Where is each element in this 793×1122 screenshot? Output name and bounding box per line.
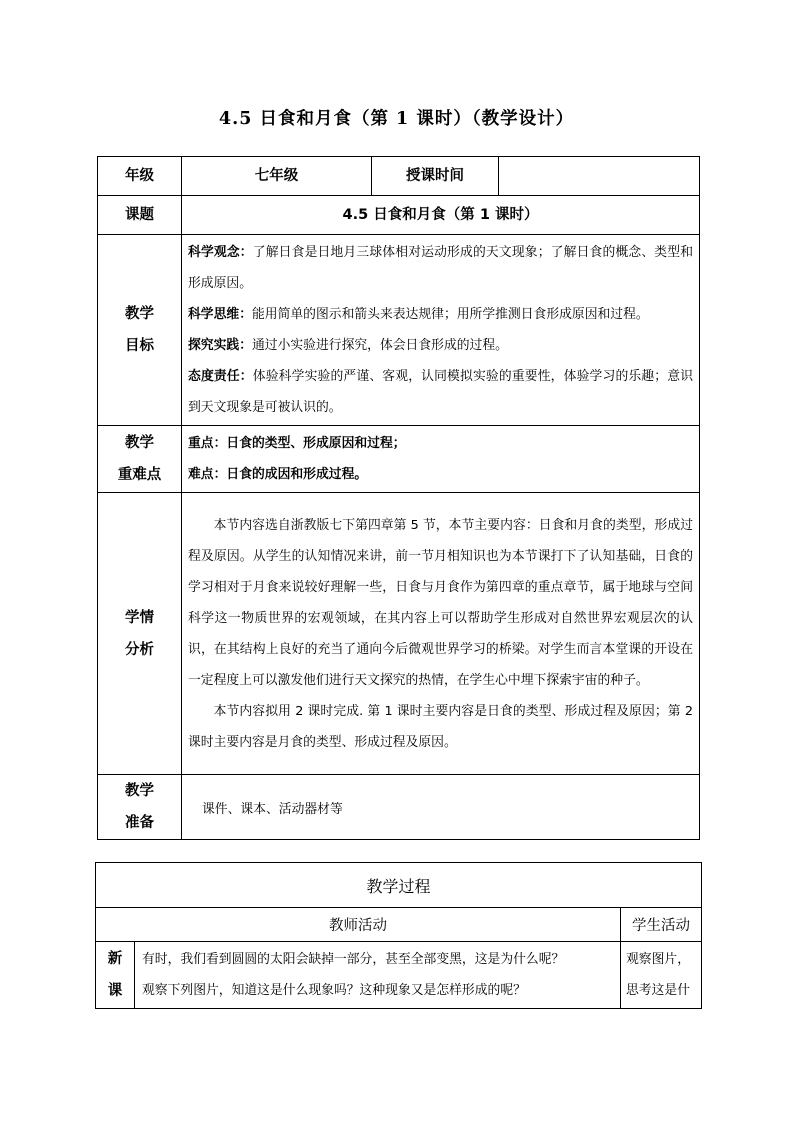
prep-content: 课件、课本、活动器材等 (182, 775, 700, 840)
grade-value: 七年级 (182, 157, 372, 196)
objective-item: 态度责任：体验科学实验的严谨、客观，认同模拟实验的重要性，体验学习的乐趣；意识到天文现象是可被认识的。 (188, 369, 694, 415)
objective-item: 科学观念：了解日食是日地月三球体相对运动形成的天文现象；了解日食的概念、类型和形成原因。 (188, 245, 694, 291)
analysis-row (98, 493, 700, 775)
objective-item: 探究实践：通过小实验进行探究，体会日食形成的过程。 (188, 338, 508, 353)
teacher-activity-content: 有时，我们看到圆圆的太阳会缺掉一部分，甚至全部变黑，这是为什么呢？ 观察下列图片，知道这是什么现象吗？这种现象又是怎样形成的呢？ (135, 942, 621, 1009)
analysis-label: 学情 分析 (98, 493, 182, 775)
topic-row (98, 196, 700, 235)
grade-label: 年级 (98, 157, 182, 196)
process-row-new-lesson (96, 942, 702, 1009)
grade-row (98, 157, 700, 196)
keypoints-content: 重点：日食的类型、形成原因和过程； 难点：日食的成因和形成过程。 (182, 426, 700, 493)
student-activity-content: 观察图片， 思考这是什 (621, 942, 702, 1009)
keypoints-row (98, 426, 700, 493)
student-activity-header: 学生活动 (621, 908, 702, 942)
prep-row (98, 775, 700, 840)
teacher-activity-header: 教师活动 (96, 908, 621, 942)
time-value (499, 157, 700, 196)
process-title: 教学过程 (96, 863, 702, 908)
topic-label: 课题 (98, 196, 182, 235)
analysis-paragraph: 本节内容拟用 2 课时完成. 第 1 课时主要内容是日食的类型、形成过程及原因；第 2 课时主要内容是月食的类型、形成过程及原因。 (188, 703, 693, 750)
objectives-label: 教学 目标 (98, 235, 182, 426)
analysis-content (182, 493, 700, 775)
lesson-info-table (97, 156, 700, 840)
new-lesson-label: 新 课 (96, 942, 135, 1009)
topic-value: 4.5 日食和月食（第 1 课时） (182, 196, 700, 235)
objectives-content (182, 235, 700, 426)
objectives-row (98, 235, 700, 426)
time-label: 授课时间 (372, 157, 499, 196)
document-title: 4.5 日食和月食（第 1 课时）（教学设计） (218, 109, 575, 129)
teaching-process-table (95, 862, 702, 1009)
objective-item: 科学思维：能用简单的图示和箭头来表达规律；用所学推测日食形成原因和过程。 (188, 307, 649, 322)
process-header-row (96, 908, 702, 942)
process-title-row (96, 863, 702, 908)
keypoints-label: 教学 重难点 (98, 426, 182, 493)
analysis-paragraph: 本节内容选自浙教版七下第四章第 5 节，本节主要内容：日食和月食的类型，形成过程及原因。从学生的认知情况来讲，前一节月相知识也为本节课打下了认知基础，日食的学习相对于月食来说较好理解一些，日食与月食作为第四章的重点章节，属于地球与空间科学这一物质世界的宏观领域，在其内容上可以帮助学生形成对自然世界宏观层次的认识，在其结构上良好的充当了通向今后微观世界学习的桥梁。对学生而言本堂课的开设在一定程度上可以激发他们进行天文探究的热情，在学生心中埋下探索宇宙的种子。 (188, 517, 693, 688)
prep-label: 教学 准备 (98, 775, 182, 840)
